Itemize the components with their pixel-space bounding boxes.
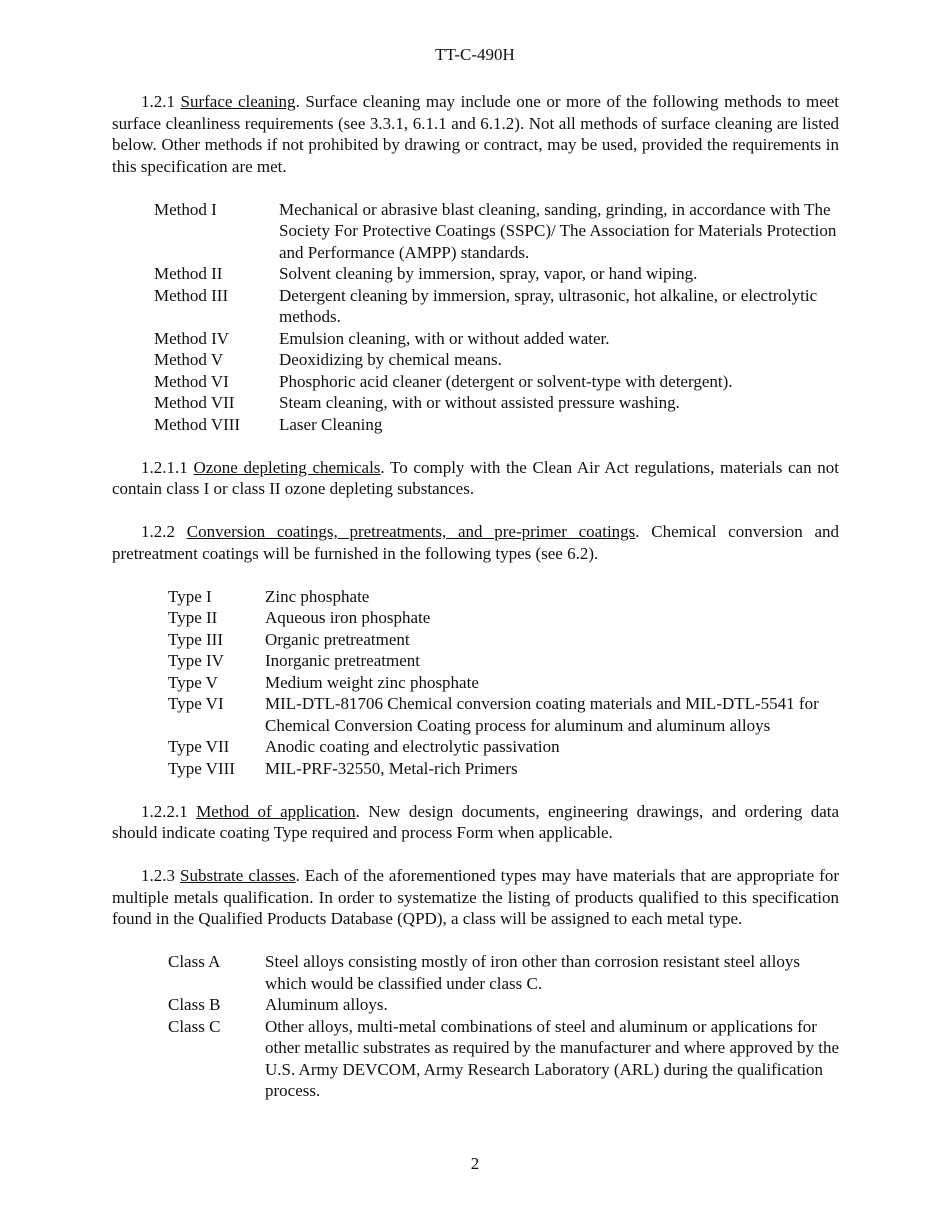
section-body: . Chemical conversion and pretreatment coatings will be furnished in the following types (see 6.2).	[112, 522, 840, 563]
page-content	[112, 91, 839, 1123]
type-term: Type III	[168, 629, 223, 649]
document-id-header: TT-C-490H	[435, 45, 515, 64]
type-term: Type VII	[168, 737, 230, 756]
type-description: Aqueous iron phosphate	[265, 608, 431, 627]
type-term: Type II	[168, 608, 218, 627]
list-item	[168, 629, 839, 651]
method-description: Steam cleaning, with or without assisted pressure washing.	[279, 393, 680, 412]
type-description: Medium weight zinc phosphate	[265, 672, 479, 692]
method-description: Mechanical or abrasive blast cleaning, sanding, grinding, in accordance with The Society For Protective Coatings (SSPC)/ The Association for Materials Protection and Performance (AMPP) standards.	[279, 199, 837, 262]
method-term: Method II	[154, 264, 223, 283]
list-item	[168, 586, 839, 608]
substrate-classes-list	[112, 951, 839, 1102]
paragraph-1-2-3	[112, 865, 839, 930]
coating-types-list	[112, 586, 839, 780]
list-item	[168, 672, 839, 694]
method-term: Method VII	[154, 393, 235, 412]
section-number: 1.2.1.1	[141, 457, 188, 477]
list-item	[154, 392, 839, 414]
method-term: Method IV	[154, 328, 230, 348]
paragraph-1-2-2	[112, 521, 839, 564]
section-body: . Each of the aforementioned types may have materials that are appropriate for multiple metals qualification. In order to systematize the listing of products qualified to this specification found in the Qualified Products Database (QPD), a class will be assigned to each metal type.	[112, 866, 839, 928]
list-item	[154, 263, 839, 285]
type-description: Anodic coating and electrolytic passivation	[265, 737, 560, 756]
class-term: Class A	[168, 952, 221, 971]
list-item	[168, 758, 839, 780]
method-description: Detergent cleaning by immersion, spray, ultrasonic, hot alkaline, or electrolytic methods.	[279, 285, 818, 326]
type-term: Type VI	[168, 694, 224, 713]
list-item	[154, 199, 839, 264]
paragraph-1-2-1	[112, 91, 839, 177]
paragraph-1-2-1-1	[112, 457, 839, 500]
section-body: . To comply with the Clean Air Act regulations, materials can not contain class I or class II ozone depleting substances.	[112, 457, 839, 498]
class-description: Steel alloys consisting mostly of iron other than corrosion resistant steel alloys which would be classified under class C.	[265, 952, 800, 993]
list-item	[154, 371, 839, 393]
page-number: 2	[470, 1154, 480, 1173]
list-item	[154, 285, 839, 328]
list-item	[154, 328, 839, 350]
section-number: 1.2.2.1	[141, 801, 188, 821]
list-item	[154, 349, 839, 371]
method-description: Emulsion cleaning, with or without added water.	[279, 328, 610, 348]
method-description: Phosphoric acid cleaner (detergent or solvent-type with detergent).	[279, 371, 733, 391]
class-description: Aluminum alloys.	[265, 995, 388, 1014]
list-item	[168, 1016, 839, 1102]
section-heading: Method of application	[196, 801, 356, 821]
type-term: Type I	[168, 586, 212, 606]
section-heading: Surface cleaning	[180, 92, 296, 111]
method-description: Solvent cleaning by immersion, spray, vapor, or hand wiping.	[279, 264, 698, 283]
section-number: 1.2.1	[141, 92, 175, 111]
list-item	[168, 693, 839, 736]
type-description: MIL-DTL-81706 Chemical conversion coating materials and MIL-DTL-5541 for Chemical Conversion Coating process for aluminum and aluminum alloys	[265, 694, 819, 735]
type-term: Type V	[168, 672, 218, 692]
section-body: . New design documents, engineering drawings, and ordering data should indicate coating Type required and process Form when applicable.	[112, 801, 840, 842]
cleaning-methods-list	[112, 199, 839, 436]
class-term: Class B	[168, 995, 221, 1014]
method-description: Laser Cleaning	[279, 414, 383, 434]
list-item	[168, 650, 839, 672]
section-heading: Conversion coatings, pretreatments, and pre-primer coatings	[186, 522, 636, 541]
method-description: Deoxidizing by chemical means.	[279, 350, 502, 369]
list-item	[168, 994, 839, 1016]
list-item	[168, 951, 839, 994]
list-item	[154, 414, 839, 436]
list-item	[168, 736, 839, 758]
type-term: Type VIII	[168, 758, 235, 778]
list-item	[168, 607, 839, 629]
paragraph-1-2-2-1	[112, 801, 839, 844]
section-body: . Surface cleaning may include one or more of the following methods to meet surface cleanliness requirements (see 3.3.1, 6.1.1 and 6.1.2). Not all methods of surface cleaning are listed below. Other methods if not prohibited by drawing or contract, may be used, provided the requirements in this specification are met.	[112, 92, 840, 176]
type-description: Inorganic pretreatment	[265, 651, 420, 670]
class-term: Class C	[168, 1016, 221, 1036]
type-description: Organic pretreatment	[265, 629, 410, 649]
type-description: Zinc phosphate	[265, 586, 370, 606]
section-heading: Substrate classes	[180, 866, 296, 885]
method-term: Method VI	[154, 371, 229, 391]
method-term: Method VIII	[154, 414, 241, 434]
method-term: Method I	[154, 199, 217, 219]
method-term: Method III	[154, 285, 229, 305]
method-term: Method V	[154, 350, 224, 369]
section-heading: Ozone depleting chemicals	[193, 457, 381, 477]
type-term: Type IV	[168, 651, 224, 670]
section-number: 1.2.2	[141, 522, 175, 541]
type-description: MIL-PRF-32550, Metal-rich Primers	[265, 758, 518, 778]
section-number: 1.2.3	[141, 866, 175, 885]
class-description: Other alloys, multi-metal combinations of steel and aluminum or applications for other metallic substrates as required by the manufacturer and where approved by the U.S. Army DEVCOM, Army Research Laboratory (ARL) during the qualification process.	[265, 1016, 839, 1100]
